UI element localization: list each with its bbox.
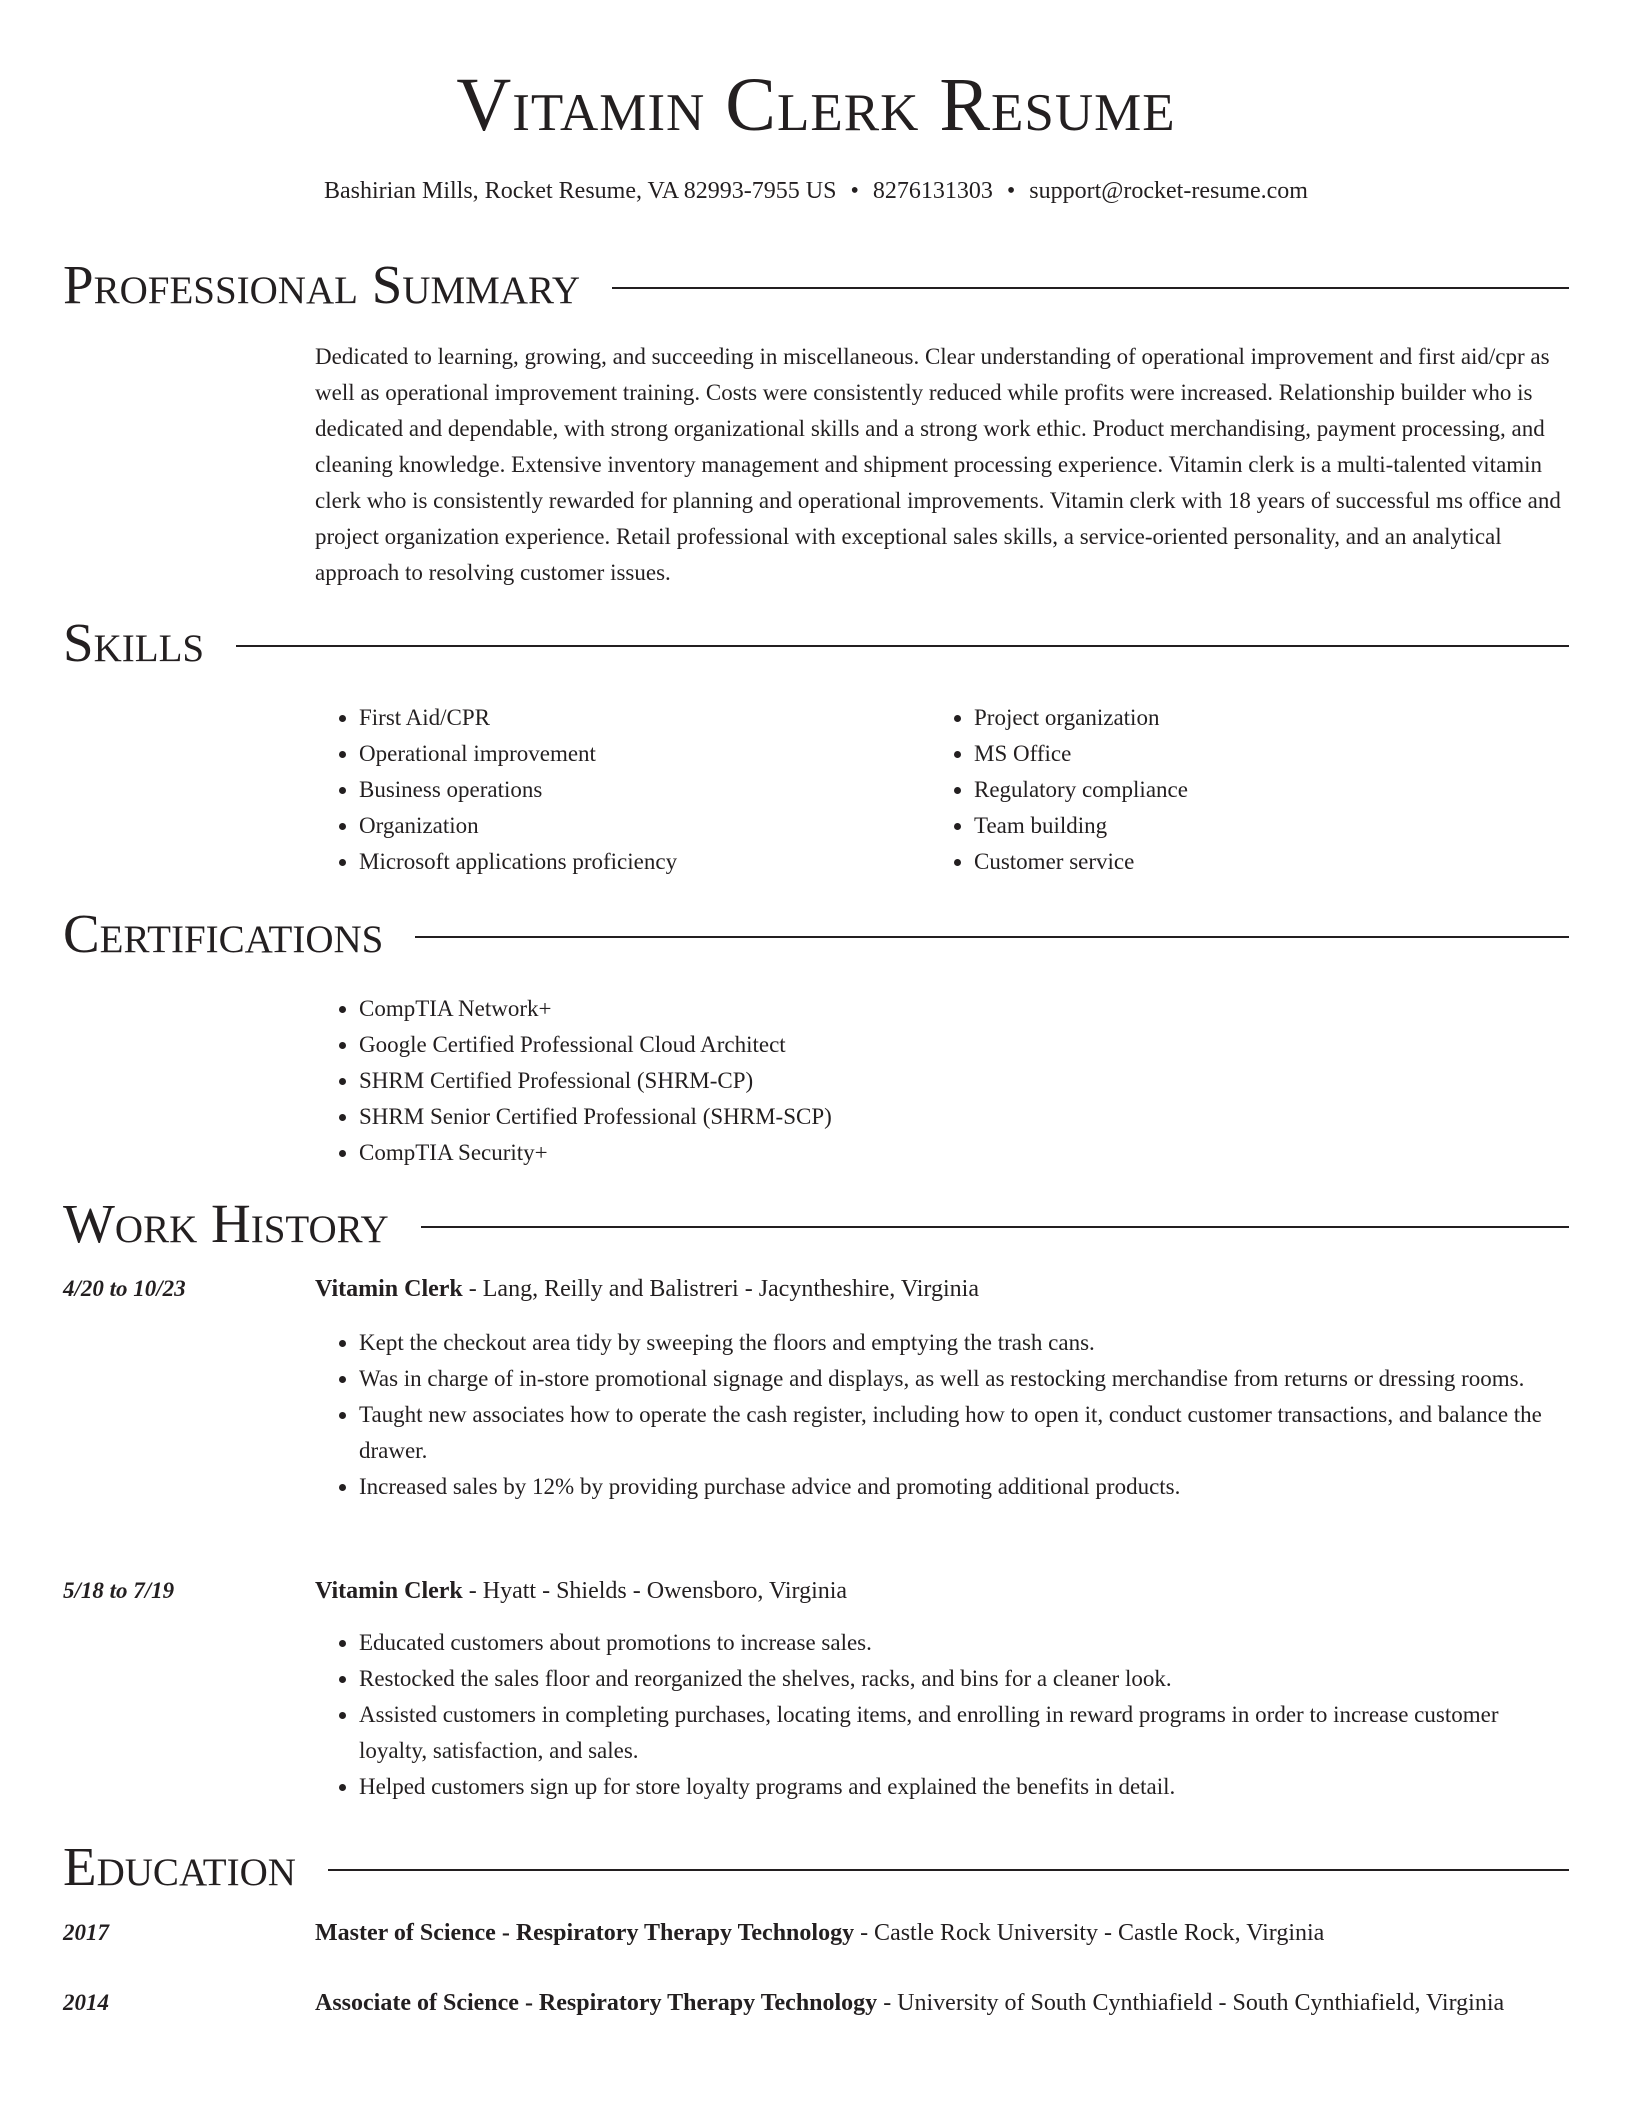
job-heading <box>315 1573 847 1609</box>
education-year: 2017 <box>63 1920 109 1945</box>
certification-item: • Google Certified Professional Cloud Architect <box>359 1027 1515 1063</box>
contact-separator: • <box>1006 178 1016 204</box>
certification-item: • CompTIA Network+ <box>359 991 1515 1027</box>
job-dates: 5/18 to 7/19 <box>63 1578 175 1603</box>
section-divider <box>236 645 1569 647</box>
education-entry <box>63 1914 1569 1952</box>
certification-item: • CompTIA Security+ <box>359 1135 1515 1171</box>
resume-title: Vitamin Clerk Resume <box>456 63 1176 147</box>
skill-item: • Business operations <box>359 772 915 808</box>
education-details <box>315 1984 1569 2022</box>
skills-column-right <box>930 700 1530 880</box>
section-title-work-history: Work History <box>63 1193 389 1254</box>
section-header-skills <box>63 608 1569 678</box>
job-employer-location: - Lang, Reilly and Balistreri - Jacyntheshire, Virginia <box>462 1276 979 1302</box>
skill-item: • Operational improvement <box>359 736 915 772</box>
skill-item: • Microsoft applications proficiency <box>359 844 915 880</box>
skill-item: • Regulatory compliance <box>974 772 1530 808</box>
job-bullet: • Restocked the sales floor and reorganized the shelves, racks, and bins for a cleaner look. <box>359 1661 1569 1697</box>
contact-line <box>0 174 1632 208</box>
skill-item: • MS Office <box>974 736 1530 772</box>
section-divider <box>421 1226 1569 1228</box>
section-divider <box>612 287 1569 289</box>
certifications-list <box>315 991 1515 1171</box>
skill-item: • Customer service <box>974 844 1530 880</box>
job-entry <box>63 1271 1569 1505</box>
education-school: - University of South Cynthiafield - South Cynthiafield, Virginia <box>877 1990 1505 2016</box>
job-heading <box>315 1271 979 1307</box>
job-entry <box>63 1573 1569 1805</box>
job-bullet: • Was in charge of in-store promotional signage and displays, as well as restocking merchandise from returns or dressing rooms. <box>359 1361 1569 1397</box>
education-details <box>315 1914 1569 1952</box>
certification-item: • SHRM Certified Professional (SHRM-CP) <box>359 1063 1515 1099</box>
contact-phone: 8276131303 <box>872 178 993 204</box>
section-header-summary <box>63 250 1569 320</box>
skills-column-left <box>315 700 915 880</box>
skill-item: • Project organization <box>974 700 1530 736</box>
section-title-certifications: Certifications <box>63 903 384 964</box>
section-title-education: Education <box>63 1836 296 1897</box>
education-entry <box>63 1984 1569 2022</box>
section-divider <box>328 1869 1569 1871</box>
job-title: Vitamin Clerk <box>315 1276 463 1302</box>
education-degree: Master of Science - Respiratory Therapy Technology <box>315 1920 855 1946</box>
job-bullet: • Taught new associates how to operate the cash register, including how to open it, conduct customer transactions, and balance the drawer. <box>359 1397 1569 1469</box>
job-title: Vitamin Clerk <box>315 1578 463 1604</box>
section-header-education <box>63 1832 1569 1902</box>
section-title-summary: Professional Summary <box>63 254 581 315</box>
job-bullet: • Educated customers about promotions to increase sales. <box>359 1625 1569 1661</box>
education-school: - Castle Rock University - Castle Rock, Virginia <box>854 1920 1325 1946</box>
contact-email: support@rocket-resume.com <box>1029 178 1308 204</box>
section-title-skills: Skills <box>63 612 205 673</box>
job-bullet: • Increased sales by 12% by providing purchase advice and promoting additional products. <box>359 1469 1569 1505</box>
education-degree: Associate of Science - Respiratory Therapy Technology <box>315 1990 878 2016</box>
education-year: 2014 <box>63 1990 109 2015</box>
skill-item: • First Aid/CPR <box>359 700 915 736</box>
job-dates: 4/20 to 10/23 <box>63 1276 186 1301</box>
skill-item: • Team building <box>974 808 1530 844</box>
contact-address: Bashirian Mills, Rocket Resume, VA 82993-7955 US <box>324 178 837 204</box>
certification-item: • SHRM Senior Certified Professional (SHRM-SCP) <box>359 1099 1515 1135</box>
section-header-work-history <box>63 1189 1569 1259</box>
job-bullet: • Helped customers sign up for store loyalty programs and explained the benefits in detail. <box>359 1769 1569 1805</box>
section-header-certifications <box>63 899 1569 969</box>
skill-item: • Organization <box>359 808 915 844</box>
summary-paragraph: Dedicated to learning, growing, and succeeding in miscellaneous. Clear understanding of operational improvement and first aid/cpr as well as operational improvement training. Costs were consistently reduced while profits were increased. Relationship builder who is dedicated and dependable, with strong organizational skills and a strong work ethic. Product merchandising, payment processing, and cleaning knowledge. Extensive inventory management and shipment processing experience. Vitamin clerk is a multi-talented vitamin clerk who is consistently rewarded for planning and operational improvements. Vitamin clerk with 18 years of successful ms office and project organization experience. Retail professional with exceptional sales skills, a service-oriented personality, and an analytical approach to resolving customer issues. <box>315 344 1561 585</box>
job-employer-location: - Hyatt - Shields - Owensboro, Virginia <box>462 1578 848 1604</box>
contact-separator: • <box>850 178 859 204</box>
section-divider <box>415 936 1569 938</box>
job-bullet: • Kept the checkout area tidy by sweeping the floors and emptying the trash cans. <box>359 1325 1569 1361</box>
job-bullet: • Assisted customers in completing purchases, locating items, and enrolling in reward programs in order to increase customer loyalty, satisfaction, and sales. <box>359 1697 1569 1769</box>
